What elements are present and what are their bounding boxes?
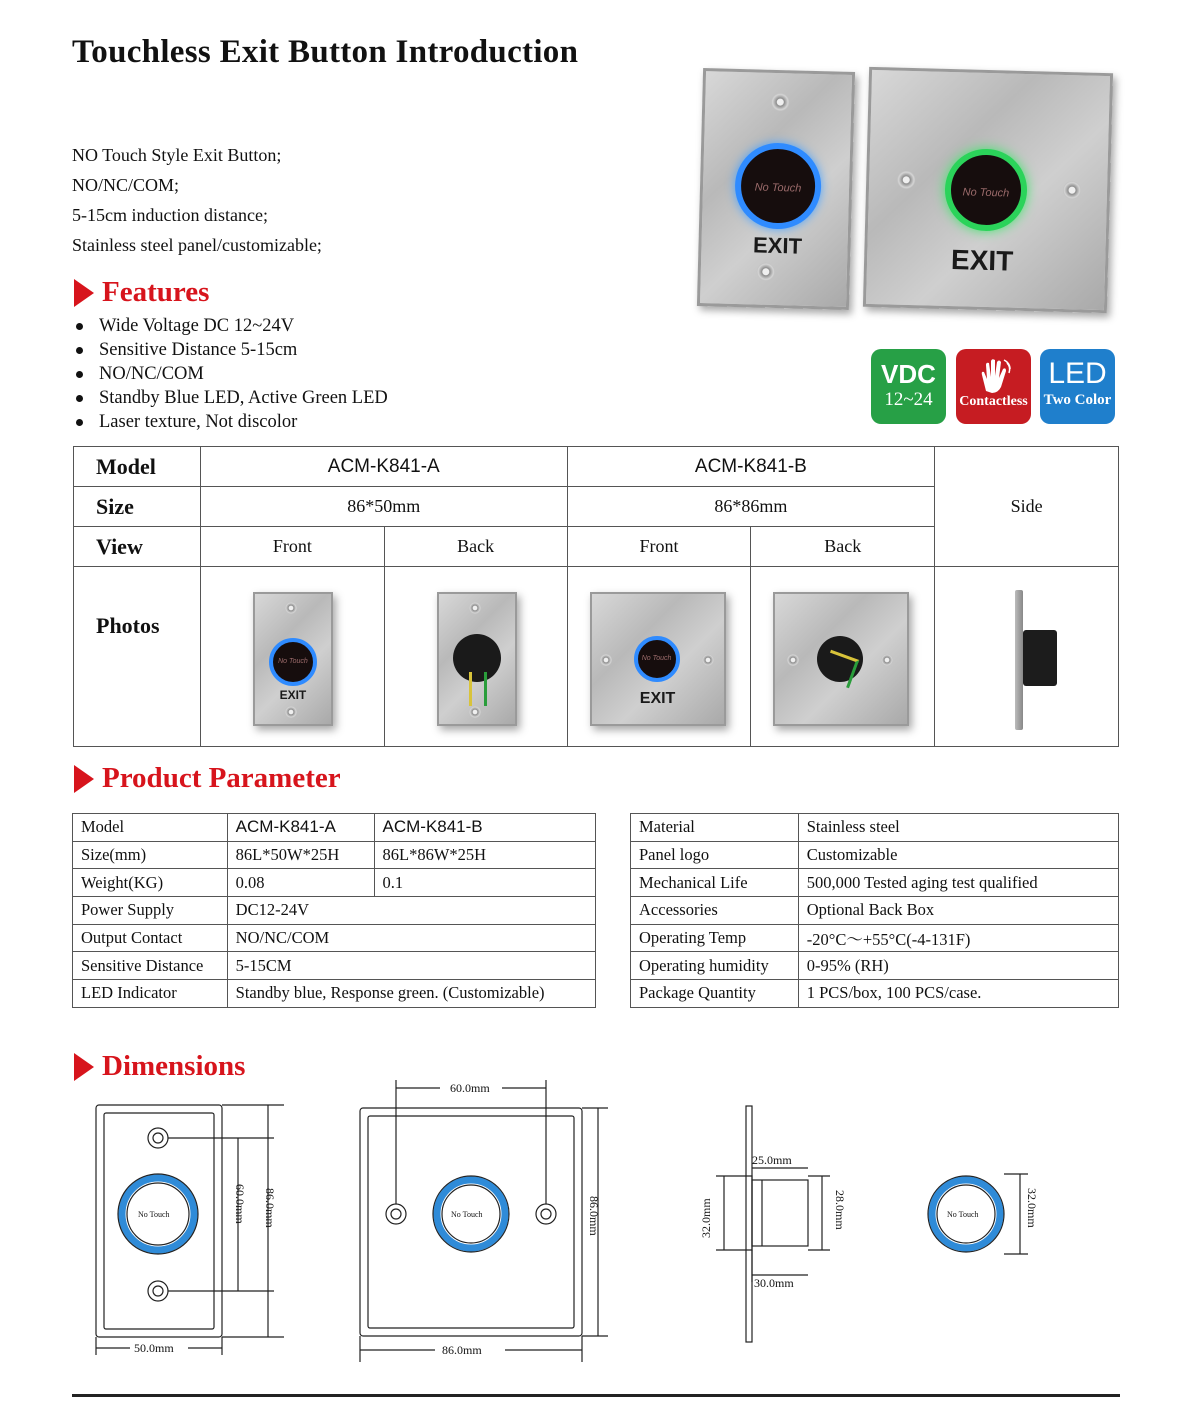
- triangle-bullet-icon: [74, 279, 94, 307]
- drawing-a: [96, 1105, 284, 1355]
- bullet-icon: [76, 419, 83, 426]
- badge-bottom: 12~24: [884, 389, 933, 410]
- param-label: Package Quantity: [631, 980, 799, 1008]
- param-model-b: ACM-K841-B: [374, 814, 596, 842]
- dim-side-inner: 28.0mm: [833, 1190, 847, 1230]
- page-title: Touchless Exit Button Introduction: [72, 34, 579, 70]
- contactless-badge: [956, 349, 1031, 424]
- dimension-drawings: [60, 1070, 1120, 1370]
- dim-button-text: No Touch: [947, 1210, 979, 1219]
- intro-line: 5-15cm induction distance;: [72, 205, 268, 225]
- bullet-icon: [76, 371, 83, 378]
- feature-item: [72, 410, 388, 434]
- feature-text: Laser texture, Not discolor: [99, 412, 298, 432]
- param-value: 86L*86W*25H: [374, 841, 596, 869]
- param-value: Optional Back Box: [798, 897, 1118, 925]
- param-label: Operating Temp: [631, 924, 799, 952]
- row-label-model: Model: [74, 447, 201, 487]
- photo-b-front: [567, 567, 751, 747]
- view-back: Back: [751, 527, 935, 567]
- param-value: 1 PCS/box, 100 PCS/case.: [798, 980, 1118, 1008]
- param-value: 0.1: [374, 869, 596, 897]
- feature-item: [72, 338, 388, 362]
- feature-text: NO/NC/COM: [99, 364, 204, 384]
- exit-label: EXIT: [950, 244, 1014, 277]
- photo-a-front: [200, 567, 384, 747]
- dim-button-text: No Touch: [451, 1210, 483, 1219]
- product-parameter-heading-text: Product Parameter: [102, 762, 341, 794]
- param-value: 86L*50W*25H: [227, 841, 374, 869]
- badge-bottom: Two Color: [1043, 392, 1112, 408]
- model-a: ACM-K841-A: [200, 447, 567, 487]
- model-table: [73, 446, 1119, 747]
- row-label-size: Size: [74, 487, 201, 527]
- feature-text: Sensitive Distance 5-15cm: [99, 340, 298, 360]
- parameter-table-left: [72, 813, 596, 1008]
- row-label-photos: Photos: [74, 567, 201, 747]
- bullet-icon: [76, 323, 83, 330]
- param-value: 5-15CM: [227, 952, 595, 980]
- param-label: Weight(KG): [73, 869, 228, 897]
- drawing-b: [360, 1080, 608, 1362]
- features-heading: [74, 276, 209, 309]
- no-touch-label: No Touch: [962, 185, 1010, 200]
- no-touch-label: No Touch: [278, 657, 308, 665]
- dim-a-width: 50.0mm: [134, 1341, 174, 1355]
- param-model-a: ACM-K841-A: [227, 814, 374, 842]
- param-value: Customizable: [798, 841, 1118, 869]
- param-label: Size(mm): [73, 841, 228, 869]
- badge-bottom: Contactless: [959, 394, 1028, 409]
- bottom-rule: [72, 1394, 1120, 1397]
- product-parameter-heading: [74, 762, 341, 795]
- dim-a-height: 86.0mm: [263, 1188, 277, 1228]
- param-label: Mechanical Life: [631, 869, 799, 897]
- led-badge: [1040, 349, 1115, 424]
- dim-b-width: 86.0mm: [442, 1343, 482, 1357]
- param-label: Model: [73, 814, 228, 842]
- view-front: Front: [567, 527, 751, 567]
- intro-line: NO/NC/COM;: [72, 175, 180, 195]
- parameter-table-right: [630, 813, 1119, 1008]
- view-back: Back: [384, 527, 567, 567]
- screw-icon: [757, 263, 775, 281]
- exit-label: EXIT: [639, 689, 676, 707]
- feature-text: Wide Voltage DC 12~24V: [99, 316, 295, 336]
- dim-a-hole: 60.0mm: [233, 1184, 247, 1224]
- no-touch-label: No Touch: [641, 654, 672, 662]
- side-header: Side: [935, 447, 1119, 567]
- param-value: DC12-24V: [227, 897, 595, 925]
- param-value: Stainless steel: [798, 814, 1118, 842]
- intro-line: NO Touch Style Exit Button;: [72, 145, 282, 165]
- param-value: 0.08: [227, 869, 374, 897]
- param-value: 0-95% (RH): [798, 952, 1118, 980]
- feature-text: Standby Blue LED, Active Green LED: [99, 388, 388, 408]
- photo-side: [935, 567, 1119, 747]
- triangle-bullet-icon: [74, 765, 94, 793]
- dim-b-hole: 60.0mm: [450, 1081, 490, 1095]
- green-led-ring: [944, 148, 1028, 232]
- features-list: [72, 314, 388, 434]
- badge-top: LED: [1048, 357, 1107, 390]
- vdc-badge: [871, 349, 946, 424]
- screw-icon: [771, 93, 789, 111]
- bullet-icon: [76, 347, 83, 354]
- drawing-side: [716, 1106, 830, 1342]
- feature-item: [72, 362, 388, 386]
- dim-b-height: 86.0mm: [587, 1196, 601, 1236]
- intro-line: Stainless steel panel/customizable;: [72, 235, 322, 255]
- dimensions-heading-text: Dimensions: [102, 1050, 246, 1082]
- dim-side-depth: 25.0mm: [752, 1153, 792, 1167]
- no-touch-label: No Touch: [754, 181, 802, 195]
- product-photo-a: [697, 68, 855, 310]
- photo-a-back: [384, 567, 567, 747]
- param-label: Sensitive Distance: [73, 952, 228, 980]
- product-photo-b: [863, 67, 1113, 313]
- photo-b-back: [751, 567, 935, 747]
- feature-item: [72, 314, 388, 338]
- param-label: Power Supply: [73, 897, 228, 925]
- param-label: Material: [631, 814, 799, 842]
- screw-icon: [1063, 181, 1081, 199]
- param-label: Output Contact: [73, 924, 228, 952]
- dim-side-len: 30.0mm: [754, 1276, 794, 1290]
- exit-label: EXIT: [279, 687, 307, 702]
- param-label: Panel logo: [631, 841, 799, 869]
- param-value: 500,000 Tested aging test qualified: [798, 869, 1118, 897]
- param-label: Accessories: [631, 897, 799, 925]
- param-value: Standby blue, Response green. (Customizable): [227, 980, 595, 1008]
- dim-button-text: No Touch: [138, 1210, 170, 1219]
- dim-side-outer: 32.0mm: [699, 1198, 713, 1238]
- blue-led-ring: [734, 142, 822, 230]
- row-label-view: View: [74, 527, 201, 567]
- badge-top: VDC: [881, 359, 936, 389]
- screw-icon: [897, 171, 915, 189]
- param-label: LED Indicator: [73, 980, 228, 1008]
- param-label: Operating humidity: [631, 952, 799, 980]
- dim-ring-dia: 32.0mm: [1025, 1188, 1039, 1228]
- view-front: Front: [200, 527, 384, 567]
- bullet-icon: [76, 395, 83, 402]
- param-value: -20°C〜+55°C(-4-131F): [798, 924, 1118, 952]
- model-b: ACM-K841-B: [567, 447, 935, 487]
- exit-label: EXIT: [752, 232, 803, 259]
- hand-icon: [956, 349, 1031, 391]
- feature-item: [72, 386, 388, 410]
- size-a: 86*50mm: [200, 487, 567, 527]
- param-value: NO/NC/COM: [227, 924, 595, 952]
- features-heading-text: Features: [102, 276, 210, 308]
- intro-list: [72, 140, 322, 260]
- size-b: 86*86mm: [567, 487, 935, 527]
